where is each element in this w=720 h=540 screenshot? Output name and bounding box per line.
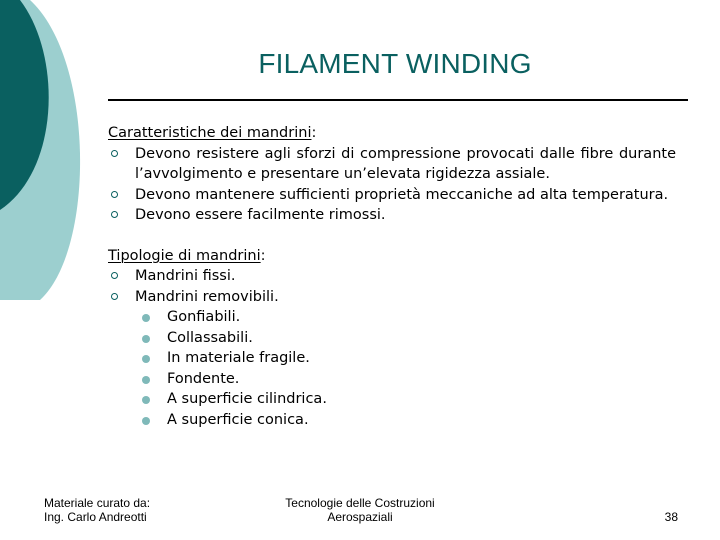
dot-bullet-icon xyxy=(142,417,150,425)
section-heading-text: Tipologie di mandrini xyxy=(108,247,261,264)
list-item: Devono resistere agli sforzi di compressione provocati dalle fibre durante l’avvolgimento e presentare un’elevata rigidezza assiale. xyxy=(108,144,676,185)
list-item: Devono mantenere sufficienti proprietà meccaniche ad alta temperatura. xyxy=(108,185,676,206)
circle-bullet-icon xyxy=(111,191,118,198)
circle-bullet-icon xyxy=(111,211,118,218)
slide-content xyxy=(108,123,676,430)
list-item: Devono essere facilmente rimossi. xyxy=(108,205,676,226)
sub-list-item: Gonfiabili. xyxy=(135,307,676,328)
circle-bullet-icon xyxy=(111,150,118,157)
types-list xyxy=(108,266,676,430)
dot-bullet-icon xyxy=(142,314,150,322)
sub-list-item: In materiale fragile. xyxy=(135,348,676,369)
sub-list-item: A superficie cilindrica. xyxy=(135,389,676,410)
footer-author-line1: Materiale curato da: xyxy=(44,496,151,510)
characteristics-list xyxy=(108,144,676,226)
page-number: 38 xyxy=(664,510,678,524)
footer-author-line2: Ing. Carlo Andreotti xyxy=(44,510,147,524)
title-divider xyxy=(108,99,688,101)
slide-title: FILAMENT WINDING xyxy=(258,48,532,79)
sub-list-item: Fondente. xyxy=(135,369,676,390)
footer-course-line1: Tecnologie delle Costruzioni xyxy=(285,496,435,510)
dot-bullet-icon xyxy=(142,396,150,404)
list-item: Mandrini removibili. Gonfiabili. Collassabili. In materiale fragile. Fondente. A superficie cilindrica. A superficie conica. xyxy=(108,287,676,431)
section-heading-types: Tipologie di mandrini: xyxy=(108,247,266,264)
section-heading-text: Caratteristiche dei mandrini xyxy=(108,125,312,141)
dot-bullet-icon xyxy=(142,335,150,343)
list-item: Mandrini fissi. xyxy=(108,266,676,287)
footer-course-line2: Aerospaziali xyxy=(327,510,393,524)
footer-course xyxy=(260,496,460,524)
sub-list-item: Collassabili. xyxy=(135,328,676,349)
corner-decoration xyxy=(0,0,110,300)
circle-bullet-icon xyxy=(111,293,118,300)
dot-bullet-icon xyxy=(142,376,150,384)
footer-author xyxy=(44,496,150,524)
section-heading-characteristics: Caratteristiche dei mandrini: xyxy=(108,125,317,141)
dot-bullet-icon xyxy=(142,355,150,363)
circle-bullet-icon xyxy=(111,272,118,279)
sub-list-item: A superficie conica. xyxy=(135,410,676,431)
removable-types-sublist xyxy=(135,307,676,430)
